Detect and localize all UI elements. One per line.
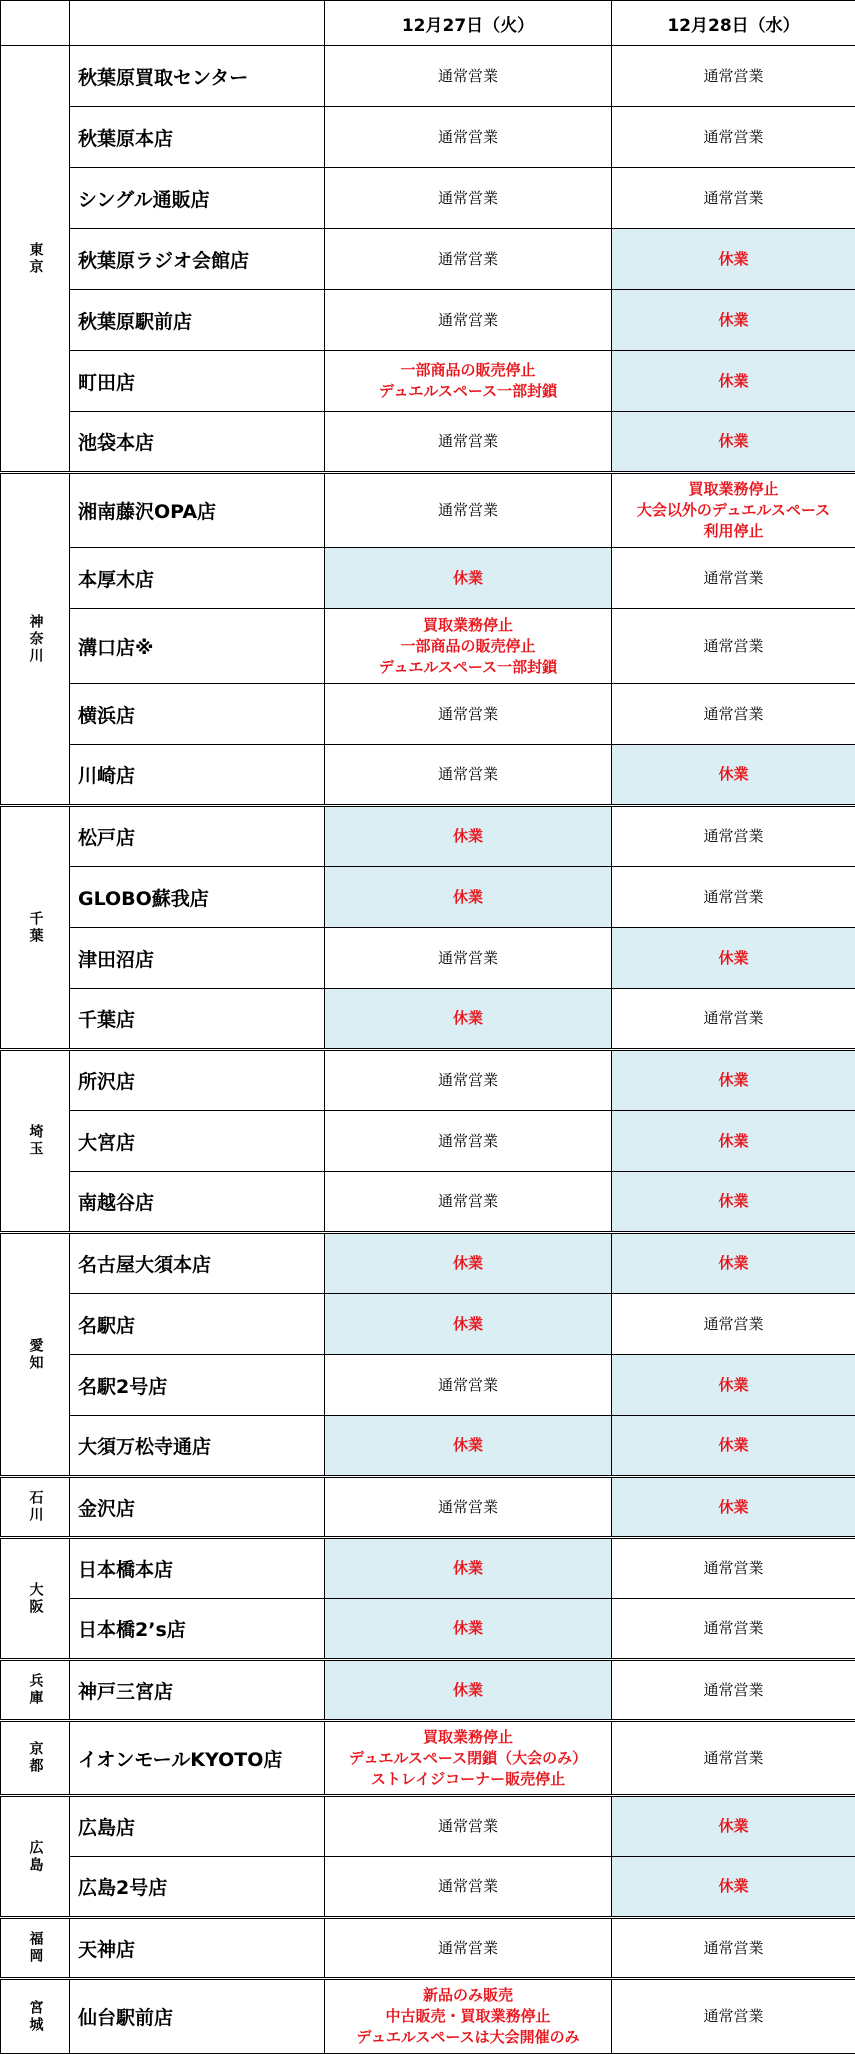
status-dec27 xyxy=(325,229,612,290)
status-dec28 xyxy=(612,1477,855,1538)
prefecture-label: 埼玉 xyxy=(26,1124,45,1158)
status-dec27 xyxy=(325,1233,612,1294)
status-line: 休業 xyxy=(612,764,855,785)
table-row xyxy=(1,229,855,290)
table-row xyxy=(1,1477,855,1538)
table-row xyxy=(1,473,855,548)
status-line: 休業 xyxy=(612,1253,855,1274)
table-row xyxy=(1,351,855,412)
status-dec28 xyxy=(612,168,855,229)
prefecture-label: 愛知 xyxy=(26,1338,45,1372)
status-dec28 xyxy=(612,1355,855,1416)
table-row xyxy=(1,989,855,1050)
status-dec28 xyxy=(612,745,855,806)
status-line: 通常営業 xyxy=(612,1938,855,1959)
status-line: 休業 xyxy=(612,249,855,270)
table-row xyxy=(1,1172,855,1233)
store-name: 名駅店 xyxy=(70,1294,325,1355)
store-name: 神戸三宮店 xyxy=(70,1660,325,1721)
prefecture-label: 東京 xyxy=(26,242,45,276)
store-name: 名駅2号店 xyxy=(70,1355,325,1416)
status-dec28 xyxy=(612,684,855,745)
store-name: シングル通販店 xyxy=(70,168,325,229)
status-dec28 xyxy=(612,1979,855,2054)
status-dec27 xyxy=(325,1477,612,1538)
prefecture-label: 石川 xyxy=(26,1490,45,1524)
status-line: 通常営業 xyxy=(612,1558,855,1579)
status-dec28 xyxy=(612,1796,855,1857)
status-dec28 xyxy=(612,928,855,989)
store-name: 大須万松寺通店 xyxy=(70,1416,325,1477)
header-prefecture-cell xyxy=(1,1,70,46)
store-name: イオンモールKYOTO店 xyxy=(70,1721,325,1796)
status-line: 休業 xyxy=(612,310,855,331)
status-dec28 xyxy=(612,867,855,928)
status-line: 利用停止 xyxy=(612,521,855,542)
status-dec27 xyxy=(325,609,612,684)
status-dec27 xyxy=(325,168,612,229)
prefecture-cell xyxy=(1,1721,70,1796)
status-dec27 xyxy=(325,107,612,168)
status-line: 通常営業 xyxy=(325,431,611,452)
store-name: 本厚木店 xyxy=(70,548,325,609)
status-line: 休業 xyxy=(325,1314,611,1335)
status-dec28 xyxy=(612,1111,855,1172)
status-line: 買取業務停止 xyxy=(325,615,611,636)
status-dec28 xyxy=(612,1721,855,1796)
status-dec28 xyxy=(612,46,855,107)
status-dec27 xyxy=(325,1416,612,1477)
status-line: 通常営業 xyxy=(612,636,855,657)
store-hours-body xyxy=(1,1,855,2054)
table-row xyxy=(1,684,855,745)
store-name: 横浜店 xyxy=(70,684,325,745)
store-name: 日本橋2’s店 xyxy=(70,1599,325,1660)
status-line: 通常営業 xyxy=(612,2006,855,2027)
store-name: 津田沼店 xyxy=(70,928,325,989)
status-dec27 xyxy=(325,1721,612,1796)
store-name: 秋葉原本店 xyxy=(70,107,325,168)
status-line: 休業 xyxy=(325,1618,611,1639)
store-name: 名古屋大須本店 xyxy=(70,1233,325,1294)
status-line: 通常営業 xyxy=(325,1816,611,1837)
status-dec27 xyxy=(325,1111,612,1172)
store-name: 大宮店 xyxy=(70,1111,325,1172)
status-dec28 xyxy=(612,107,855,168)
status-line: 新品のみ販売 xyxy=(325,1985,611,2006)
status-line: 休業 xyxy=(612,431,855,452)
status-dec27 xyxy=(325,548,612,609)
status-dec28 xyxy=(612,1599,855,1660)
store-name: 日本橋本店 xyxy=(70,1538,325,1599)
status-line: 通常営業 xyxy=(325,249,611,270)
store-name: 千葉店 xyxy=(70,989,325,1050)
status-dec28 xyxy=(612,609,855,684)
status-dec27 xyxy=(325,46,612,107)
status-dec28 xyxy=(612,1918,855,1979)
table-row xyxy=(1,928,855,989)
status-line: 通常営業 xyxy=(325,1876,611,1897)
store-name: 天神店 xyxy=(70,1918,325,1979)
status-line: 通常営業 xyxy=(612,704,855,725)
prefecture-cell xyxy=(1,1918,70,1979)
status-line: 通常営業 xyxy=(612,1618,855,1639)
status-dec27 xyxy=(325,1857,612,1918)
status-line: 休業 xyxy=(612,1816,855,1837)
status-line: 買取業務停止 xyxy=(325,1727,611,1748)
status-dec28 xyxy=(612,412,855,473)
status-dec28 xyxy=(612,473,855,548)
prefecture-cell xyxy=(1,1979,70,2054)
status-dec28 xyxy=(612,1416,855,1477)
status-line: 買取業務停止 xyxy=(612,479,855,500)
store-name: 溝口店※ xyxy=(70,609,325,684)
store-name: 秋葉原駅前店 xyxy=(70,290,325,351)
header-date2: 12月28日（水） xyxy=(612,1,855,46)
status-line: 通常営業 xyxy=(325,764,611,785)
status-line: 通常営業 xyxy=(325,500,611,521)
status-dec27 xyxy=(325,928,612,989)
store-name: 秋葉原買取センター xyxy=(70,46,325,107)
status-dec27 xyxy=(325,1172,612,1233)
prefecture-label: 千葉 xyxy=(26,911,45,945)
status-line: 休業 xyxy=(325,1558,611,1579)
prefecture-cell xyxy=(1,806,70,1050)
prefecture-label: 兵庫 xyxy=(26,1673,45,1707)
status-line: 休業 xyxy=(612,1191,855,1212)
store-name: 所沢店 xyxy=(70,1050,325,1111)
status-dec28 xyxy=(612,989,855,1050)
table-row xyxy=(1,609,855,684)
store-name: 広島店 xyxy=(70,1796,325,1857)
table-row xyxy=(1,1721,855,1796)
store-name: 広島2号店 xyxy=(70,1857,325,1918)
status-dec27 xyxy=(325,1599,612,1660)
prefecture-cell xyxy=(1,1796,70,1918)
status-line: 休業 xyxy=(612,948,855,969)
table-row xyxy=(1,1111,855,1172)
status-line: デュエルスペース一部封鎖 xyxy=(325,381,611,402)
status-dec28 xyxy=(612,1294,855,1355)
status-dec28 xyxy=(612,290,855,351)
prefecture-cell xyxy=(1,46,70,473)
table-row xyxy=(1,1857,855,1918)
status-dec27 xyxy=(325,1918,612,1979)
status-line: 通常営業 xyxy=(325,1497,611,1518)
status-line: 休業 xyxy=(612,1375,855,1396)
table-row xyxy=(1,1796,855,1857)
status-line: 通常営業 xyxy=(325,1191,611,1212)
status-line: 通常営業 xyxy=(325,188,611,209)
store-name: 金沢店 xyxy=(70,1477,325,1538)
status-line: 休業 xyxy=(325,1008,611,1029)
table-row xyxy=(1,1416,855,1477)
table-row xyxy=(1,1233,855,1294)
status-line: デュエルスペース閉鎖（大会のみ） xyxy=(325,1748,611,1769)
status-line: 休業 xyxy=(612,371,855,392)
status-dec28 xyxy=(612,351,855,412)
status-dec28 xyxy=(612,1857,855,1918)
status-line: 通常営業 xyxy=(325,1375,611,1396)
status-line: 休業 xyxy=(325,1253,611,1274)
status-line: 大会以外のデュエルスペース xyxy=(612,500,855,521)
status-dec27 xyxy=(325,1355,612,1416)
status-line: 一部商品の販売停止 xyxy=(325,360,611,381)
status-line: デュエルスペースは大会開催のみ xyxy=(325,2027,611,2048)
store-name: 南越谷店 xyxy=(70,1172,325,1233)
status-line: 休業 xyxy=(325,1680,611,1701)
store-name: 池袋本店 xyxy=(70,412,325,473)
table-row xyxy=(1,290,855,351)
status-line: 通常営業 xyxy=(612,188,855,209)
status-dec28 xyxy=(612,1660,855,1721)
prefecture-label: 広島 xyxy=(26,1840,45,1874)
status-line: 通常営業 xyxy=(612,66,855,87)
table-row xyxy=(1,412,855,473)
status-dec27 xyxy=(325,1294,612,1355)
status-line: 通常営業 xyxy=(612,1680,855,1701)
status-dec27 xyxy=(325,290,612,351)
status-line: 一部商品の販売停止 xyxy=(325,636,611,657)
prefecture-cell xyxy=(1,1477,70,1538)
table-row xyxy=(1,745,855,806)
status-line: 通常営業 xyxy=(612,887,855,908)
table-row xyxy=(1,1918,855,1979)
store-name: 松戸店 xyxy=(70,806,325,867)
status-dec27 xyxy=(325,867,612,928)
status-line: ストレイジコーナー販売停止 xyxy=(325,1769,611,1790)
status-line: 通常営業 xyxy=(325,948,611,969)
status-dec28 xyxy=(612,806,855,867)
status-line: 通常営業 xyxy=(612,1748,855,1769)
status-dec27 xyxy=(325,473,612,548)
status-line: 休業 xyxy=(325,1435,611,1456)
status-dec27 xyxy=(325,1979,612,2054)
header-row xyxy=(1,1,855,46)
table-row xyxy=(1,1355,855,1416)
status-line: 休業 xyxy=(325,568,611,589)
prefecture-cell xyxy=(1,1660,70,1721)
status-line: 通常営業 xyxy=(612,127,855,148)
status-dec27 xyxy=(325,745,612,806)
status-line: 通常営業 xyxy=(325,66,611,87)
table-row xyxy=(1,1979,855,2054)
status-dec27 xyxy=(325,806,612,867)
table-row xyxy=(1,806,855,867)
prefecture-cell xyxy=(1,473,70,806)
status-line: 休業 xyxy=(325,826,611,847)
table-row xyxy=(1,1599,855,1660)
status-dec27 xyxy=(325,1796,612,1857)
status-line: 休業 xyxy=(612,1876,855,1897)
status-dec27 xyxy=(325,351,612,412)
status-dec28 xyxy=(612,1233,855,1294)
table-row xyxy=(1,867,855,928)
prefecture-label: 福岡 xyxy=(26,1931,45,1965)
status-dec28 xyxy=(612,229,855,290)
table-row xyxy=(1,1538,855,1599)
header-date1: 12月27日（火） xyxy=(325,1,612,46)
table-row xyxy=(1,168,855,229)
status-line: 中古販売・買取業務停止 xyxy=(325,2006,611,2027)
status-line: 休業 xyxy=(612,1497,855,1518)
table-row xyxy=(1,1050,855,1111)
status-line: 通常営業 xyxy=(612,1008,855,1029)
store-name: 町田店 xyxy=(70,351,325,412)
table-row xyxy=(1,548,855,609)
status-line: 通常営業 xyxy=(325,1070,611,1091)
prefecture-label: 宮城 xyxy=(26,2000,45,2034)
status-line: 通常営業 xyxy=(325,127,611,148)
status-dec27 xyxy=(325,1538,612,1599)
store-name: 秋葉原ラジオ会館店 xyxy=(70,229,325,290)
status-line: 休業 xyxy=(612,1070,855,1091)
prefecture-label: 大阪 xyxy=(26,1582,45,1616)
status-dec27 xyxy=(325,1050,612,1111)
table-row xyxy=(1,46,855,107)
status-dec27 xyxy=(325,412,612,473)
status-dec27 xyxy=(325,1660,612,1721)
status-line: 通常営業 xyxy=(325,1131,611,1152)
prefecture-cell xyxy=(1,1233,70,1477)
status-line: 休業 xyxy=(325,887,611,908)
status-dec28 xyxy=(612,1172,855,1233)
status-line: 休業 xyxy=(612,1435,855,1456)
status-line: 通常営業 xyxy=(612,1314,855,1335)
table-row xyxy=(1,1294,855,1355)
status-line: 通常営業 xyxy=(612,826,855,847)
status-dec27 xyxy=(325,684,612,745)
status-dec28 xyxy=(612,1538,855,1599)
table-row xyxy=(1,1660,855,1721)
status-line: 通常営業 xyxy=(612,568,855,589)
prefecture-cell xyxy=(1,1050,70,1233)
status-line: デュエルスペース一部封鎖 xyxy=(325,657,611,678)
prefecture-label: 京都 xyxy=(26,1741,45,1775)
status-dec28 xyxy=(612,548,855,609)
store-name: 湘南藤沢OPA店 xyxy=(70,473,325,548)
store-name: GLOBO蘇我店 xyxy=(70,867,325,928)
header-store-cell xyxy=(70,1,325,46)
status-line: 休業 xyxy=(612,1131,855,1152)
table-row xyxy=(1,107,855,168)
status-dec27 xyxy=(325,989,612,1050)
store-name: 川崎店 xyxy=(70,745,325,806)
prefecture-label: 神奈川 xyxy=(26,614,45,665)
prefecture-cell xyxy=(1,1538,70,1660)
status-line: 通常営業 xyxy=(325,1938,611,1959)
store-name: 仙台駅前店 xyxy=(70,1979,325,2054)
status-line: 通常営業 xyxy=(325,704,611,725)
status-line: 通常営業 xyxy=(325,310,611,331)
status-dec28 xyxy=(612,1050,855,1111)
